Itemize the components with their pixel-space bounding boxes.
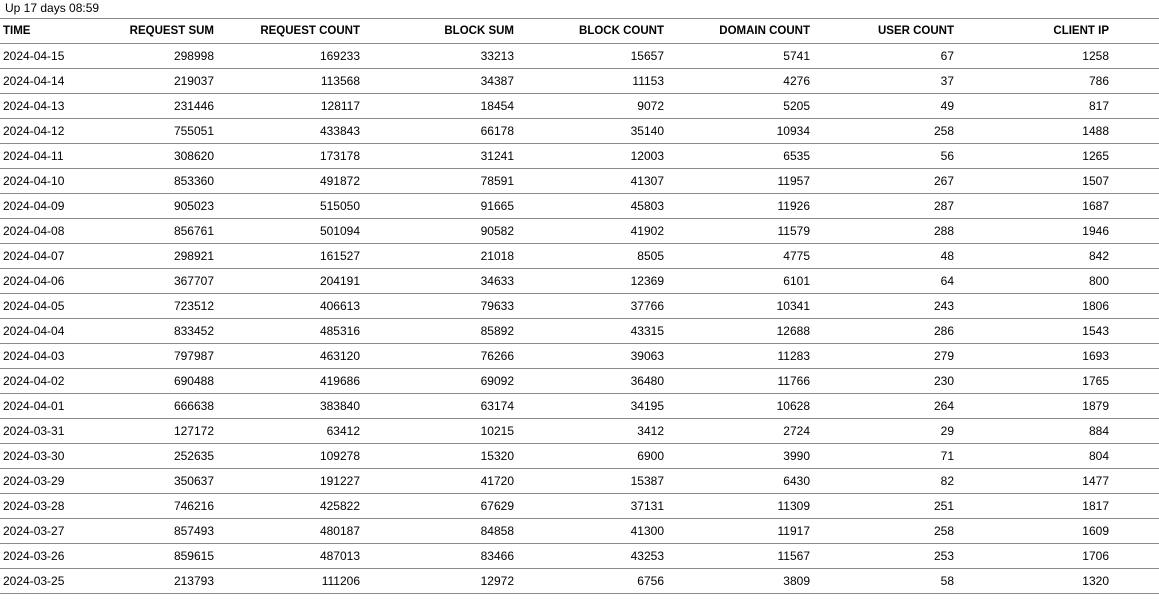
cell-request-count: 485316 (319, 324, 360, 338)
cell-time: 2024-04-14 (3, 74, 65, 88)
cell-block-sum: 66178 (480, 124, 514, 138)
cell-block-sum: 90582 (480, 224, 514, 238)
cell-user-count: 287 (933, 199, 954, 213)
cell-request-count: 63412 (326, 424, 360, 438)
cell-block-count: 12003 (630, 149, 664, 163)
cell-block-count: 6900 (637, 449, 664, 463)
cell-domain-count: 4276 (783, 74, 810, 88)
cell-block-count: 15657 (630, 49, 664, 63)
cell-time: 2024-04-05 (3, 299, 65, 313)
cell-user-count: 251 (933, 499, 954, 513)
table-row (0, 494, 1159, 519)
cell-block-sum: 69092 (480, 374, 514, 388)
cell-client-ip: 1507 (1082, 174, 1109, 188)
cell-request-count: 191227 (319, 474, 360, 488)
cell-block-count: 37131 (630, 499, 664, 513)
cell-request-sum: 666638 (173, 399, 214, 413)
cell-request-sum: 690488 (173, 374, 214, 388)
table-row (0, 219, 1159, 244)
cell-time: 2024-04-03 (3, 349, 65, 363)
cell-client-ip: 1693 (1082, 349, 1109, 363)
header-request-sum: REQUEST SUM (129, 25, 214, 37)
cell-client-ip: 1488 (1082, 124, 1109, 138)
table-row (0, 444, 1159, 469)
cell-request-sum: 213793 (173, 574, 214, 588)
cell-domain-count: 10341 (776, 299, 810, 313)
table-row (0, 419, 1159, 444)
cell-client-ip: 1946 (1082, 224, 1109, 238)
cell-time: 2024-03-27 (3, 524, 65, 538)
cell-request-count: 109278 (319, 449, 360, 463)
cell-client-ip: 1265 (1082, 149, 1109, 163)
cell-domain-count: 3990 (783, 449, 810, 463)
cell-time: 2024-04-13 (3, 99, 65, 113)
cell-request-count: 406613 (319, 299, 360, 313)
cell-time: 2024-04-15 (3, 49, 65, 63)
cell-domain-count: 10628 (776, 399, 810, 413)
cell-request-count: 515050 (319, 199, 360, 213)
cell-block-sum: 79633 (480, 299, 514, 313)
table-row (0, 469, 1159, 494)
cell-domain-count: 5741 (783, 49, 810, 63)
cell-user-count: 253 (933, 549, 954, 563)
cell-user-count: 82 (940, 474, 954, 488)
cell-client-ip: 884 (1088, 424, 1109, 438)
cell-request-count: 169233 (319, 49, 360, 63)
cell-request-sum: 219037 (173, 74, 214, 88)
table-row (0, 269, 1159, 294)
cell-block-count: 3412 (637, 424, 664, 438)
cell-block-count: 6756 (637, 574, 664, 588)
cell-block-sum: 15320 (480, 449, 514, 463)
header-block-sum: BLOCK SUM (444, 25, 514, 37)
cell-request-count: 383840 (319, 399, 360, 413)
cell-domain-count: 6430 (783, 474, 810, 488)
cell-block-sum: 33213 (480, 49, 514, 63)
header-time: TIME (3, 25, 31, 37)
table-row (0, 319, 1159, 344)
cell-block-count: 35140 (630, 124, 664, 138)
cell-request-count: 501094 (319, 224, 360, 238)
cell-client-ip: 1609 (1082, 524, 1109, 538)
cell-request-sum: 857493 (173, 524, 214, 538)
cell-block-sum: 18454 (480, 99, 514, 113)
cell-request-sum: 853360 (173, 174, 214, 188)
header-request-count: REQUEST COUNT (260, 25, 360, 37)
header-user-count: USER COUNT (877, 25, 954, 37)
cell-block-count: 43315 (630, 324, 664, 338)
table-row (0, 344, 1159, 369)
cell-block-count: 12369 (630, 274, 664, 288)
cell-domain-count: 6101 (783, 274, 810, 288)
cell-request-count: 111206 (321, 574, 360, 588)
cell-request-count: 204191 (319, 274, 360, 288)
cell-user-count: 48 (940, 249, 954, 263)
cell-client-ip: 1687 (1082, 199, 1109, 213)
cell-client-ip: 1477 (1082, 474, 1109, 488)
cell-request-sum: 723512 (173, 299, 214, 313)
cell-domain-count: 11567 (777, 549, 810, 563)
cell-domain-count: 11766 (777, 374, 810, 388)
cell-block-sum: 12972 (480, 574, 514, 588)
cell-time: 2024-03-29 (3, 474, 65, 488)
cell-domain-count: 12688 (776, 324, 810, 338)
cell-request-count: 463120 (319, 349, 360, 363)
cell-block-count: 9072 (637, 99, 664, 113)
cell-block-sum: 67629 (480, 499, 514, 513)
table-row (0, 69, 1159, 94)
table-row (0, 544, 1159, 569)
table-row (0, 569, 1159, 594)
cell-client-ip: 786 (1088, 74, 1109, 88)
table-row (0, 294, 1159, 319)
cell-time: 2024-04-07 (3, 249, 65, 263)
cell-domain-count: 11926 (777, 199, 810, 213)
cell-client-ip: 817 (1088, 99, 1109, 113)
cell-request-sum: 833452 (173, 324, 214, 338)
cell-block-sum: 31241 (480, 149, 514, 163)
cell-request-count: 491872 (319, 174, 360, 188)
cell-request-sum: 298921 (173, 249, 214, 263)
table-row (0, 94, 1159, 119)
cell-time: 2024-04-11 (3, 149, 64, 163)
cell-request-count: 113568 (320, 74, 360, 88)
cell-request-sum: 231446 (173, 99, 214, 113)
cell-block-sum: 83466 (480, 549, 514, 563)
cell-request-count: 419686 (319, 374, 360, 388)
cell-request-sum: 746216 (173, 499, 214, 513)
cell-request-sum: 367707 (173, 274, 214, 288)
cell-request-sum: 856761 (173, 224, 214, 238)
cell-user-count: 243 (933, 299, 954, 313)
cell-block-count: 34195 (630, 399, 664, 413)
table-row (0, 119, 1159, 144)
table-row (0, 519, 1159, 544)
table-row (0, 394, 1159, 419)
stats-table (0, 18, 1159, 594)
table-row (0, 369, 1159, 394)
cell-user-count: 267 (933, 174, 954, 188)
cell-user-count: 279 (933, 349, 954, 363)
cell-domain-count: 5205 (783, 99, 810, 113)
table-header-row (0, 19, 1159, 44)
cell-time: 2024-03-25 (3, 574, 65, 588)
cell-block-count: 11153 (632, 74, 664, 88)
cell-request-sum: 797987 (173, 349, 214, 363)
cell-user-count: 288 (933, 224, 954, 238)
cell-time: 2024-03-26 (3, 549, 65, 563)
cell-block-count: 41300 (630, 524, 664, 538)
cell-block-count: 39063 (630, 349, 664, 363)
cell-block-count: 37766 (630, 299, 664, 313)
cell-domain-count: 2724 (783, 424, 810, 438)
cell-time: 2024-04-04 (3, 324, 65, 338)
cell-request-sum: 905023 (173, 199, 214, 213)
cell-block-sum: 21018 (480, 249, 514, 263)
header-block-count: BLOCK COUNT (579, 25, 664, 37)
cell-request-count: 480187 (319, 524, 360, 538)
cell-block-sum: 91665 (480, 199, 514, 213)
cell-request-sum: 755051 (173, 124, 214, 138)
cell-request-sum: 298998 (173, 49, 214, 63)
cell-request-sum: 252635 (173, 449, 214, 463)
cell-request-sum: 350637 (173, 474, 214, 488)
cell-block-count: 36480 (630, 374, 664, 388)
cell-request-count: 433843 (319, 124, 360, 138)
cell-block-sum: 34633 (480, 274, 514, 288)
table-row (0, 44, 1159, 69)
cell-block-count: 8505 (637, 249, 664, 263)
cell-block-count: 45803 (630, 199, 664, 213)
cell-client-ip: 1706 (1082, 549, 1109, 563)
cell-client-ip: 1258 (1082, 49, 1109, 63)
cell-time: 2024-04-06 (3, 274, 65, 288)
cell-client-ip: 842 (1088, 249, 1109, 263)
cell-time: 2024-04-12 (3, 124, 65, 138)
cell-time: 2024-03-31 (3, 424, 65, 438)
header-domain-count: DOMAIN COUNT (719, 25, 810, 37)
cell-block-sum: 10215 (480, 424, 514, 438)
table-row (0, 169, 1159, 194)
cell-time: 2024-03-28 (3, 499, 65, 513)
cell-request-sum: 127172 (173, 424, 214, 438)
cell-time: 2024-04-01 (3, 399, 65, 413)
cell-user-count: 58 (940, 574, 954, 588)
cell-time: 2024-03-30 (3, 449, 65, 463)
cell-domain-count: 11309 (777, 499, 810, 513)
cell-block-sum: 41720 (480, 474, 514, 488)
cell-block-sum: 63174 (480, 399, 514, 413)
cell-user-count: 258 (933, 524, 954, 538)
cell-user-count: 71 (940, 449, 954, 463)
cell-request-count: 161527 (319, 249, 360, 263)
cell-client-ip: 800 (1088, 274, 1109, 288)
cell-block-count: 15387 (630, 474, 664, 488)
cell-domain-count: 11917 (777, 524, 810, 538)
cell-user-count: 67 (940, 49, 954, 63)
cell-block-sum: 34387 (480, 74, 514, 88)
cell-request-count: 128117 (320, 99, 360, 113)
table-row (0, 144, 1159, 169)
header-client-ip: CLIENT IP (1053, 25, 1109, 37)
cell-block-count: 43253 (630, 549, 664, 563)
cell-client-ip: 1817 (1082, 499, 1109, 513)
cell-client-ip: 1806 (1082, 299, 1109, 313)
cell-user-count: 29 (940, 424, 954, 438)
uptime-status: Up 17 days 08:59 (5, 1, 100, 15)
cell-client-ip: 1765 (1082, 374, 1109, 388)
cell-request-count: 425822 (319, 499, 360, 513)
cell-block-sum: 76266 (480, 349, 514, 363)
cell-user-count: 286 (933, 324, 954, 338)
cell-user-count: 49 (940, 99, 954, 113)
cell-domain-count: 10934 (776, 124, 810, 138)
cell-request-sum: 859615 (173, 549, 214, 563)
cell-time: 2024-04-08 (3, 224, 65, 238)
cell-block-sum: 84858 (480, 524, 514, 538)
cell-user-count: 264 (933, 399, 954, 413)
cell-request-count: 487013 (319, 549, 360, 563)
cell-block-sum: 85892 (480, 324, 514, 338)
cell-block-sum: 78591 (480, 174, 514, 188)
cell-user-count: 64 (940, 274, 954, 288)
cell-time: 2024-04-10 (3, 174, 65, 188)
cell-user-count: 230 (933, 374, 954, 388)
cell-request-count: 173178 (319, 149, 360, 163)
cell-domain-count: 11957 (777, 174, 810, 188)
cell-user-count: 37 (940, 74, 954, 88)
cell-domain-count: 11283 (777, 349, 810, 363)
cell-client-ip: 1879 (1082, 399, 1109, 413)
cell-client-ip: 1320 (1082, 574, 1109, 588)
cell-user-count: 258 (933, 124, 954, 138)
cell-client-ip: 804 (1088, 449, 1109, 463)
table-row (0, 244, 1159, 269)
cell-time: 2024-04-02 (3, 374, 65, 388)
cell-block-count: 41307 (630, 174, 664, 188)
cell-block-count: 41902 (630, 224, 664, 238)
table-body (0, 44, 1159, 594)
cell-domain-count: 4775 (783, 249, 810, 263)
cell-domain-count: 3809 (783, 574, 810, 588)
cell-request-sum: 308620 (173, 149, 214, 163)
cell-time: 2024-04-09 (3, 199, 65, 213)
cell-domain-count: 11579 (777, 224, 810, 238)
cell-client-ip: 1543 (1082, 324, 1109, 338)
cell-domain-count: 6535 (783, 149, 810, 163)
table-row (0, 194, 1159, 219)
cell-user-count: 56 (940, 149, 954, 163)
